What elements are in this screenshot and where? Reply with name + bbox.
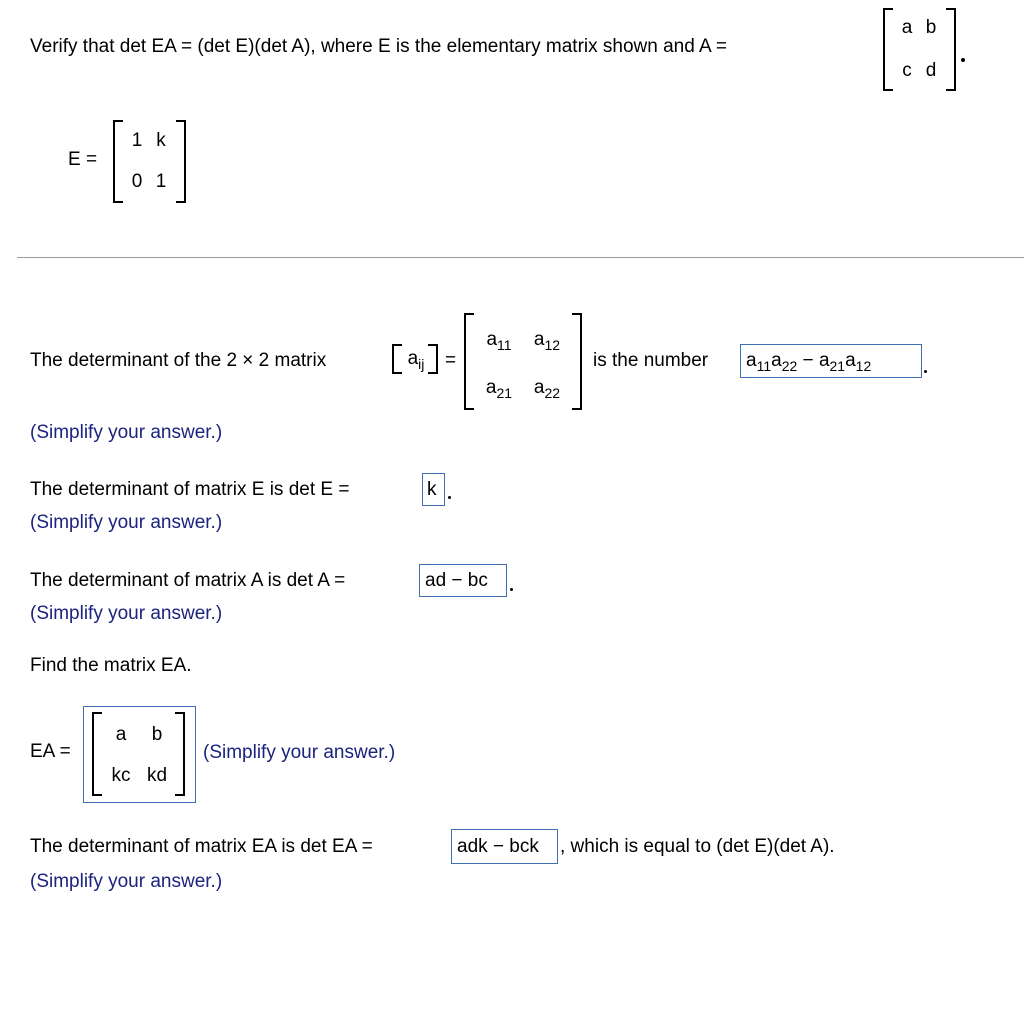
period: [961, 58, 965, 62]
matrix-a-cell: c: [902, 60, 912, 81]
matrix-e-cell: 1: [131, 130, 143, 151]
matrix-a-cell: d: [925, 60, 937, 81]
matrix-ea-answer-box[interactable]: [83, 706, 196, 803]
general-matrix-cell: $a_{12}$: [533, 329, 561, 353]
matrix-ea-cell: kd: [146, 765, 168, 786]
det-e-answer: k: [427, 479, 437, 500]
part5-suffix: , which is equal to (det E)(det A).: [560, 836, 835, 857]
e-label: E =: [68, 149, 98, 170]
matrix-a-cell: b: [925, 17, 937, 38]
det-e-answer-box[interactable]: [422, 473, 445, 506]
part5-text: The determinant of matrix EA is det EA =: [30, 836, 373, 857]
general-matrix-cell: $a_{22}$: [533, 377, 561, 401]
part5-hint: (Simplify your answer.): [30, 871, 223, 892]
matrix-ea: [92, 712, 185, 796]
det-formula-answer-box[interactable]: [740, 344, 922, 378]
part3-hint: (Simplify your answer.): [30, 603, 223, 624]
matrix-ea-cell: kc: [111, 765, 131, 786]
part1-prefix: The determinant of the 2 × 2 matrix: [30, 350, 327, 371]
period: [448, 496, 451, 499]
det-ea-answer-box[interactable]: [451, 829, 558, 864]
det-ea-answer: adk − bck: [457, 836, 539, 857]
part4-text: Find the matrix EA.: [30, 655, 192, 676]
part1-middle: is the number: [593, 350, 709, 371]
matrix-a-cell: a: [901, 17, 913, 38]
period: [924, 370, 927, 373]
matrix-ea-cell: b: [151, 724, 163, 745]
period: [510, 588, 513, 591]
matrix-e-cell: 0: [131, 171, 143, 192]
matrix-aij: [392, 344, 438, 374]
matrix-e-cell: k: [156, 130, 166, 151]
det-a-answer-box[interactable]: [419, 564, 507, 597]
matrix-e: [113, 120, 186, 203]
equals-sign: =: [445, 350, 457, 371]
det-formula-answer: $a_{11}a_{22} - a_{21}a_{12}$: [746, 350, 872, 374]
ea-label: EA =: [30, 741, 71, 762]
aij-symbol: $a_{ij}$: [407, 348, 425, 372]
general-matrix: [464, 313, 582, 410]
general-matrix-cell: $a_{21}$: [485, 377, 513, 401]
part2-hint: (Simplify your answer.): [30, 512, 223, 533]
matrix-e-cell: 1: [155, 171, 167, 192]
part2-text: The determinant of matrix E is det E =: [30, 479, 350, 500]
part1-hint: (Simplify your answer.): [30, 422, 223, 443]
matrix-ea-cell: a: [115, 724, 127, 745]
part3-text: The determinant of matrix A is det A =: [30, 570, 346, 591]
det-a-answer: ad − bc: [425, 570, 488, 591]
part4-hint: (Simplify your answer.): [203, 742, 396, 763]
question-intro: Verify that det EA = (det E)(det A), where E is the elementary matrix shown and A =: [30, 36, 728, 57]
matrix-a: [883, 8, 956, 91]
section-divider: [17, 257, 1024, 258]
general-matrix-cell: $a_{11}$: [486, 329, 512, 353]
